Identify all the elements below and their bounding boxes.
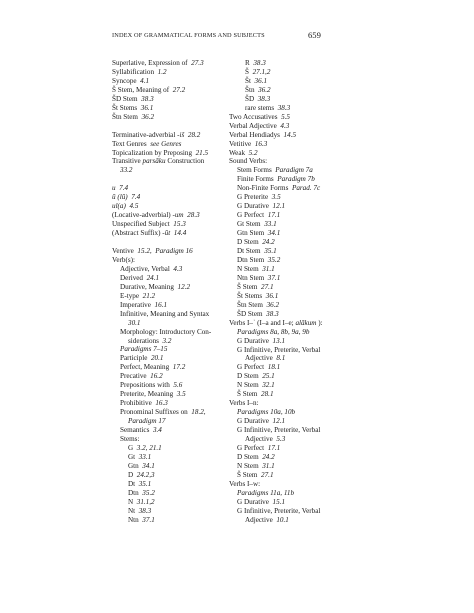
entry-reference: 36.2 [258,85,271,94]
entry-reference: 28.3 [187,211,200,220]
entry-reference-italic: Parad. 7c [291,184,321,193]
entry-term: Š Stem, Meaning of [112,85,170,94]
entry-term: Dtn [128,488,139,497]
entry-reference: 34.1 [267,229,281,238]
entry-reference: 3.2, 21.1 [136,443,162,452]
entry-term: Št Stems [237,291,263,300]
index-entry [112,453,224,462]
entry-reference: 32.1 [262,381,275,390]
entry-reference-italic: Paradigm 17 [128,417,166,426]
entry-term: D Stem [237,372,259,381]
index-entry [229,319,355,328]
entry-term: Adjective [245,515,273,524]
index-entry [112,471,224,480]
entry-reference: 31.1,2 [136,497,155,506]
index-entry [229,408,355,417]
index-entry [229,68,355,77]
index-entry [229,104,355,113]
entry-term: Verb(s): [112,255,136,264]
entry-term: Št [245,76,251,85]
index-entry [112,220,224,229]
entry-term: G Durative [237,202,269,211]
entry-reference: 30.1 [128,318,141,327]
entry-reference: 33.1 [264,220,277,229]
index-entry [112,319,224,328]
index-entry [229,480,355,489]
index-entry [229,59,355,68]
entry-reference: 18.2, [191,408,206,417]
index-entry [229,157,355,166]
entry-term: Finite Forms [237,175,274,184]
entry-term: Weak [229,148,246,157]
entry-term: Precative [120,372,147,381]
entry-reference: 7.4 [119,184,129,193]
index-entry [229,166,355,175]
entry-reference: 24.2 [262,452,275,461]
entry-reference: 36.1 [265,291,279,300]
running-header: INDEX OF GRAMMATICAL FORMS AND SUBJECTS [112,32,265,39]
entry-reference: 38.3 [257,94,271,103]
entry-term: Vetitive [229,139,252,148]
entry-reference: 36.2 [266,300,280,309]
index-entry [229,131,355,140]
index-entry [112,184,224,193]
index-entry [229,489,355,498]
entry-reference: 35.1 [264,247,277,256]
entry-reference: 27.1 [261,282,274,291]
index-entry [229,77,355,86]
entry-reference: 35.2 [267,255,281,264]
entry-reference: 5.2 [248,148,258,157]
index-entry [229,229,355,238]
index-entry [112,193,224,202]
entry-reference: 8.1 [276,354,286,363]
entry-reference-italic: Paradigms 7–15 [120,345,168,354]
entry-reference: 16.3 [155,399,168,408]
index-entry [229,328,355,337]
index-entry [112,202,224,211]
index-entry [112,345,224,354]
index-entry [229,202,355,211]
entry-reference: 20.1 [150,354,164,363]
index-entry [112,59,224,68]
entry-reference: 17.1 [267,211,281,220]
entry-reference: 17.1 [267,443,281,452]
entry-reference: 36.2 [141,112,155,121]
entry-reference-italic: see Genres [150,139,182,148]
entry-reference-italic: Paradigms 11a, 11b [237,488,295,497]
entry-reference: 3.4 [152,426,162,435]
entry-term: Ventive [112,246,134,255]
entry-reference: 33.2 [120,166,133,175]
entry-reference: 14.4 [173,229,187,238]
index-entry [112,256,224,265]
index-entry [112,408,224,417]
entry-reference: 27.2 [172,85,186,94]
entry-term: Verbal Hendiadys [229,130,280,139]
index-entry [112,328,224,337]
index-entry [112,95,224,104]
entry-reference: 5.6 [173,381,183,390]
index-entry [112,113,224,122]
index-entry [112,426,224,435]
index-entry [112,211,224,220]
index-entry [112,354,224,363]
index-entry [229,86,355,95]
entry-term: Štn [245,85,255,94]
entry-term: G Infinitive, Preterite, Verbal [237,426,321,435]
entry-term: G Perfect [237,443,265,452]
index-entry [112,149,224,158]
entry-reference: 5.5 [281,112,290,121]
index-entry [112,310,224,319]
entry-term: D Stem [237,238,259,247]
index-entry [112,68,224,77]
index-entry [229,337,355,346]
index-entry [112,489,224,498]
entry-reference: 10.1 [276,515,289,524]
entry-term-cont: ): [318,318,323,327]
entry-term-italic: -ūt [162,229,171,238]
index-entry [112,337,224,346]
index-entry [112,157,224,166]
index-entry [112,417,224,426]
index-entry [229,247,355,256]
entry-reference: 36.1 [254,76,268,85]
entry-term: N [128,497,134,506]
entry-reference: 38.3 [138,506,152,515]
index-entry [112,283,224,292]
entry-reference: 28.1 [261,390,274,399]
entry-term: Dt [128,479,136,488]
entry-term: Stem Forms [237,166,272,175]
index-entry [229,283,355,292]
entry-term: Prohibitive [120,399,152,408]
index-entry [229,507,355,516]
index-entry [229,516,355,525]
entry-reference: 7.4 [131,193,141,202]
index-entry [112,381,224,390]
entry-term: D Stem [237,452,259,461]
index-entry [112,104,224,113]
index-column-right [229,59,355,525]
entry-reference: 12.1 [272,202,286,211]
entry-term-italic: parsāku [142,157,166,166]
entry-reference: 16.1 [154,300,168,309]
entry-reference: 21.5 [195,148,209,157]
index-entry [112,390,224,399]
index-entry [229,462,355,471]
index-entry [229,399,355,408]
entry-term: Text Genres [112,139,147,148]
index-entry [112,480,224,489]
entry-reference: 21.2 [142,291,156,300]
entry-reference: 17.2 [172,363,186,372]
entry-term-italic: ū (lū) [112,193,128,202]
entry-reference-italic: Paradigms 8a, 8b, 9a, 9b [237,327,310,336]
entry-term: Štn Stem [237,300,263,309]
entry-term: Š Stem [237,470,258,479]
entry-term-italic: u [112,184,116,193]
entry-term: Gt Stem [237,220,261,229]
entry-term: Unspecified Subject [112,220,170,229]
entry-term: Ntn [128,515,139,524]
index-entry [112,301,224,310]
index-entry [112,435,224,444]
entry-spacer [112,175,224,184]
entry-term: Superlative, Expression of [112,59,188,67]
entry-reference: 4.3 [280,121,290,130]
entry-reference: 13.1 [272,336,286,345]
entry-reference: 24.1 [146,273,160,282]
entry-reference-italic: Paradigm 7a [275,166,313,175]
index-entry [112,507,224,516]
index-entry [112,372,224,381]
entry-reference: 4.3 [173,264,183,273]
entry-reference: 24.2,3 [136,470,155,479]
entry-term: Adjective, Verbal [120,264,170,273]
entry-reference: 27.1,2 [252,67,271,76]
entry-term: Two Accusatives [229,112,278,121]
entry-term: Syllabification [112,67,155,76]
index-entry [229,220,355,229]
index-entry [112,462,224,471]
index-entry [229,256,355,265]
entry-reference: 31.1 [262,461,275,470]
entry-term: G [128,443,134,452]
index-entry [112,140,224,149]
entry-term: N Stem [237,264,259,273]
entry-term: G Durative [237,336,269,345]
entry-reference: 1.2 [157,67,167,76]
entry-reference: 27.1 [261,470,274,479]
entry-term: G Perfect [237,363,265,372]
index-entry [112,498,224,507]
entry-term: E-type [120,291,140,300]
index-entry [112,444,224,453]
index-entry [229,381,355,390]
entry-term: Verbs I–ʾ (I–a and I–e; [229,318,294,327]
entry-reference: 24.2 [262,238,275,247]
index-entry [229,184,355,193]
entry-term: Durative, Meaning [120,282,174,291]
index-entry [112,229,224,238]
entry-term: Dtn Stem [237,255,265,264]
entry-reference: 25.1 [262,372,275,381]
entry-reference: 35.2 [142,488,155,497]
index-entry [229,149,355,158]
entry-term: Nt [128,506,136,515]
entry-term: Imperative [120,300,151,309]
entry-reference-italic: Paradigm 16 [155,246,193,255]
index-entry [229,274,355,283]
index-entry [112,131,224,140]
index-entry [112,86,224,95]
entry-term: N Stem [237,461,259,470]
entry-reference-italic: Paradigm 7b [277,175,315,184]
entry-term: Syncope [112,76,137,85]
index-entry [229,346,355,355]
index-entry [229,363,355,372]
entry-term: Verbs I–n: [229,399,259,408]
entry-reference: 36.1 [140,103,154,112]
page-number: 659 [308,30,321,40]
entry-reference: 15.1 [272,497,286,506]
entry-term: Š [245,67,249,76]
index-entry [229,310,355,319]
entry-term: (Abstract Suffix) [112,229,161,238]
index-entry [229,292,355,301]
entry-term: Gtn [128,461,139,470]
entry-spacer [112,238,224,247]
entry-reference: 38.3 [277,103,291,112]
entry-term: G Infinitive, Preterite, Verbal [237,506,321,515]
entry-reference: 3.5 [271,193,281,202]
index-entry [229,175,355,184]
entry-term-italic: ul(a) [112,202,126,211]
entry-term: Verbs I–w: [229,479,261,488]
entry-reference: 12.2 [177,282,191,291]
entry-reference: 15.2, [137,246,152,255]
index-entry [112,77,224,86]
entry-reference: 16.2 [150,372,163,381]
entry-reference: 38.3 [266,309,279,318]
entry-reference-italic: Paradigms 10a, 10b [237,408,296,417]
index-entry [229,265,355,274]
entry-reference: 31.1 [262,264,275,273]
entry-term: Participle [120,354,148,363]
entry-term: ŠD Stem [112,94,138,103]
entry-reference: 35.1 [138,479,152,488]
entry-term: Š Stem [237,282,258,291]
entry-term: Pronominal Suffixes on [120,408,188,417]
index-entry [229,122,355,131]
index-entry [112,247,224,256]
entry-reference: 38.3 [253,59,266,67]
entry-term: Ntn Stem [237,273,265,282]
entry-term: Verbal Adjective [229,121,277,130]
entry-term-italic: -iš [177,130,185,139]
index-entry [229,471,355,480]
index-entry [112,399,224,408]
entry-term-italic: -um [172,211,184,220]
index-entry [229,193,355,202]
entry-term: Derived [120,273,143,282]
index-entry [229,453,355,462]
entry-term: Št Stems [112,103,138,112]
index-entry [112,516,224,525]
entry-reference: 34.1 [142,461,155,470]
entry-term: Dt Stem [237,247,261,256]
index-entry [229,113,355,122]
entry-term: Štn Stem [112,112,138,121]
entry-reference: 5.3 [276,435,286,444]
index-column-left [112,59,224,525]
entry-term: Stems: [120,434,140,443]
entry-term: N Stem [237,381,259,390]
index-entry [229,211,355,220]
entry-term: Morphology: Introductory Con- [120,327,212,336]
entry-reference: 4.1 [140,76,150,85]
entry-term: Gtn Stem [237,229,265,238]
entry-term: G Perfect [237,211,265,220]
entry-term: (Locative-adverbial) [112,211,171,220]
index-entry [229,238,355,247]
entry-term: Preterite, Meaning [120,390,174,399]
entry-reference: 33.1 [138,452,152,461]
index-entry [229,390,355,399]
entry-term: Perfect, Meaning [120,363,170,372]
entry-term-cont: Construction [167,157,205,166]
entry-reference: 15.3 [173,220,186,229]
entry-term: siderations [128,336,159,345]
entry-term: Prepositions with [120,381,170,390]
entry-term-italic: alākum [295,318,317,327]
entry-term: G Durative [237,417,269,426]
index-entry [229,444,355,453]
entry-reference: 37.1 [142,515,155,524]
entry-term: Transitive [112,157,141,166]
entry-term: G Preterite [237,193,269,202]
entry-term: ŠD Stem [237,309,263,318]
entry-reference: 27.3 [191,59,204,67]
entry-reference: 4.5 [129,202,139,211]
entry-term: rare stems [245,103,275,112]
index-entry [229,435,355,444]
entry-reference: 37.1 [267,273,281,282]
entry-term: Semantics [120,426,150,435]
entry-term: ŠD [245,94,255,103]
index-entry [112,363,224,372]
entry-term: G Infinitive, Preterite, Verbal [237,345,321,354]
index-entry [112,274,224,283]
entry-term: R [245,59,250,67]
entry-reference: 38.3 [141,94,154,103]
index-entry [229,140,355,149]
entry-reference: 16.3 [254,139,268,148]
entry-spacer [112,122,224,131]
index-entry [229,426,355,435]
entry-term: G Durative [237,497,269,506]
index-entry [112,265,224,274]
entry-term: D [128,470,134,479]
entry-reference: 3.2 [162,336,172,345]
entry-term: Adjective [245,354,273,363]
index-entry [229,417,355,426]
entry-term: Adjective [245,435,273,444]
index-entry [112,292,224,301]
entry-term: Gt [128,452,136,461]
index-entry [229,498,355,507]
entry-reference: 3.5 [176,390,186,399]
entry-term: Š Stem [237,390,258,399]
index-entry [112,166,224,175]
index-entry [229,354,355,363]
index-entry [229,95,355,104]
entry-reference: 18.1 [267,363,281,372]
entry-reference: 12.1 [272,417,286,426]
index-entry [229,372,355,381]
entry-reference: 28.2 [187,130,201,139]
entry-term: Infinitive, Meaning and Syntax [120,309,210,318]
index-entry [229,301,355,310]
entry-term: Terminative-adverbial [112,130,176,139]
entry-term: Topicalization by Preposing [112,148,193,157]
entry-term: Non-Finite Forms [237,184,289,193]
entry-term: Sound Verbs: [229,157,268,166]
entry-reference: 14.5 [283,130,297,139]
